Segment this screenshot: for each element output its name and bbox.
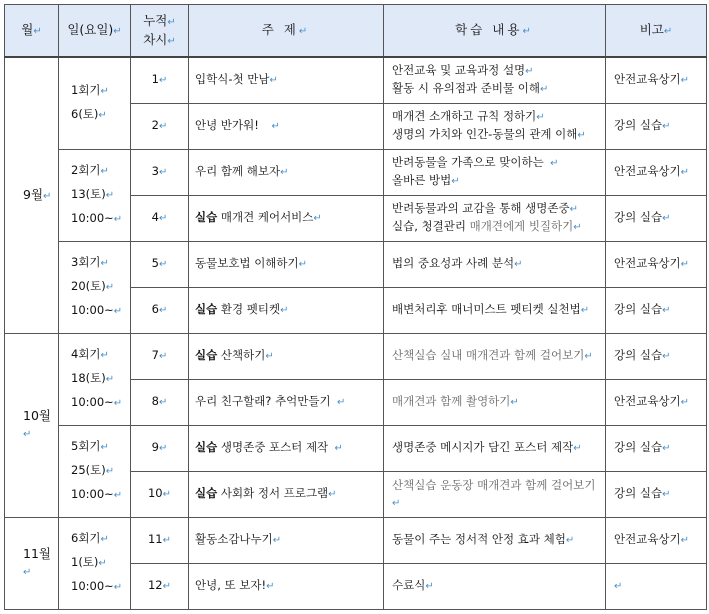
session-number: 5↵ [131, 241, 189, 287]
topic-cell: 우리 함께 해보자↵ [189, 149, 384, 195]
content-cell: 안전교육 및 교육과정 설명↵ 활동 시 유의점과 준비물 이해↵ [384, 57, 606, 103]
content-cell: 산책실습 실내 매개견과 함께 걸어보기↵ [384, 333, 606, 379]
header-row [5, 5, 707, 58]
table-row [5, 57, 707, 103]
topic-cell: 입학식-첫 만남↵ [189, 57, 384, 103]
header-content: 학습 내용↵ [384, 5, 606, 58]
note-cell: 안전교육상기↵ [606, 379, 707, 425]
day-cell: 1회기↵ 6(토)↵ [59, 57, 131, 149]
session-number: 9↵ [131, 425, 189, 471]
session-number: 8↵ [131, 379, 189, 425]
day-cell: 6회기↵ 1(토)↵ 10:00~↵ [59, 517, 131, 609]
session-number: 6↵ [131, 287, 189, 333]
content-cell: 수료식↵ [384, 563, 606, 609]
day-cell: 5회기↵ 25(토)↵ 10:00~↵ [59, 425, 131, 517]
topic-cell: 활동소감나누기↵ [189, 517, 384, 563]
content-cell: 매개견 소개하고 규칙 정하기↵ 생명의 가치와 인간-동물의 관계 이해↵ [384, 103, 606, 149]
note-cell: 강의 실습↵ [606, 471, 707, 517]
table-row [5, 149, 707, 195]
session-number: 7↵ [131, 333, 189, 379]
table-row [5, 517, 707, 563]
note-cell: 안전교육상기↵ [606, 517, 707, 563]
content-cell: 배변처리후 매너미스트 펫티켓 실천법↵ [384, 287, 606, 333]
topic-cell: 안녕 반가워! ↵ [189, 103, 384, 149]
table-row [5, 425, 707, 471]
session-number: 3↵ [131, 149, 189, 195]
note-cell: 강의 실습↵ [606, 287, 707, 333]
content-cell: 동물이 주는 정서적 안정 효과 체험↵ [384, 517, 606, 563]
topic-cell: 동물보호법 이해하기↵ [189, 241, 384, 287]
header-session: 누적↵ 차시↵ [131, 5, 189, 58]
schedule-table [4, 4, 707, 610]
header-note: 비고↵ [606, 5, 707, 58]
content-cell: 반려동물과의 교감을 통해 생명존중↵ 실습, 청결관리 매개견에게 빗질하기↵ [384, 195, 606, 241]
header-month: 월↵ [5, 5, 59, 58]
note-cell: 강의 실습↵ [606, 333, 707, 379]
day-cell: 3회기↵ 20(토)↵ 10:00~↵ [59, 241, 131, 333]
day-cell: 2회기↵ 13(토)↵ 10:00~↵ [59, 149, 131, 241]
topic-cell: 실습 산책하기↵ [189, 333, 384, 379]
session-number: 2↵ [131, 103, 189, 149]
topic-cell: 실습 사회화 정서 프로그램↵ [189, 471, 384, 517]
table-row [5, 333, 707, 379]
note-cell: 안전교육상기↵ [606, 241, 707, 287]
day-cell: 4회기↵ 18(토)↵ 10:00~↵ [59, 333, 131, 425]
content-cell: 생명존중 메시지가 담긴 포스터 제작↵ [384, 425, 606, 471]
content-cell: 매개견과 함께 촬영하기↵ [384, 379, 606, 425]
topic-cell: 안녕, 또 보자!↵ [189, 563, 384, 609]
month-cell-oct: 10월↵ [5, 333, 59, 517]
content-cell: 산책실습 운동장 매개견과 함께 걸어보기↵ [384, 471, 606, 517]
topic-cell: 실습 환경 펫티켓↵ [189, 287, 384, 333]
month-cell-sep: 9월↵ [5, 57, 59, 333]
session-number: 11↵ [131, 517, 189, 563]
note-cell: 강의 실습↵ [606, 103, 707, 149]
content-cell: 반려동물을 가족으로 맞이하는 ↵ 올바른 방법↵ [384, 149, 606, 195]
session-number: 10↵ [131, 471, 189, 517]
note-cell: 강의 실습↵ [606, 425, 707, 471]
header-day: 일(요일)↵ [59, 5, 131, 58]
header-topic: 주 제↵ [189, 5, 384, 58]
table-row [5, 241, 707, 287]
note-cell: 강의 실습↵ [606, 195, 707, 241]
session-number: 1↵ [131, 57, 189, 103]
note-cell: ↵ [606, 563, 707, 609]
month-cell-nov: 11월↵ [5, 517, 59, 609]
session-number: 4↵ [131, 195, 189, 241]
topic-cell: 우리 친구할래? 추억만들기 ↵ [189, 379, 384, 425]
schedule-table-wrapper [4, 4, 707, 610]
note-cell: 안전교육상기↵ [606, 57, 707, 103]
content-cell: 법의 중요성과 사례 분석↵ [384, 241, 606, 287]
topic-cell: 실습 매개견 케어서비스↵ [189, 195, 384, 241]
session-number: 12↵ [131, 563, 189, 609]
topic-cell: 실습 생명존중 포스터 제작 ↵ [189, 425, 384, 471]
note-cell: 안전교육상기↵ [606, 149, 707, 195]
